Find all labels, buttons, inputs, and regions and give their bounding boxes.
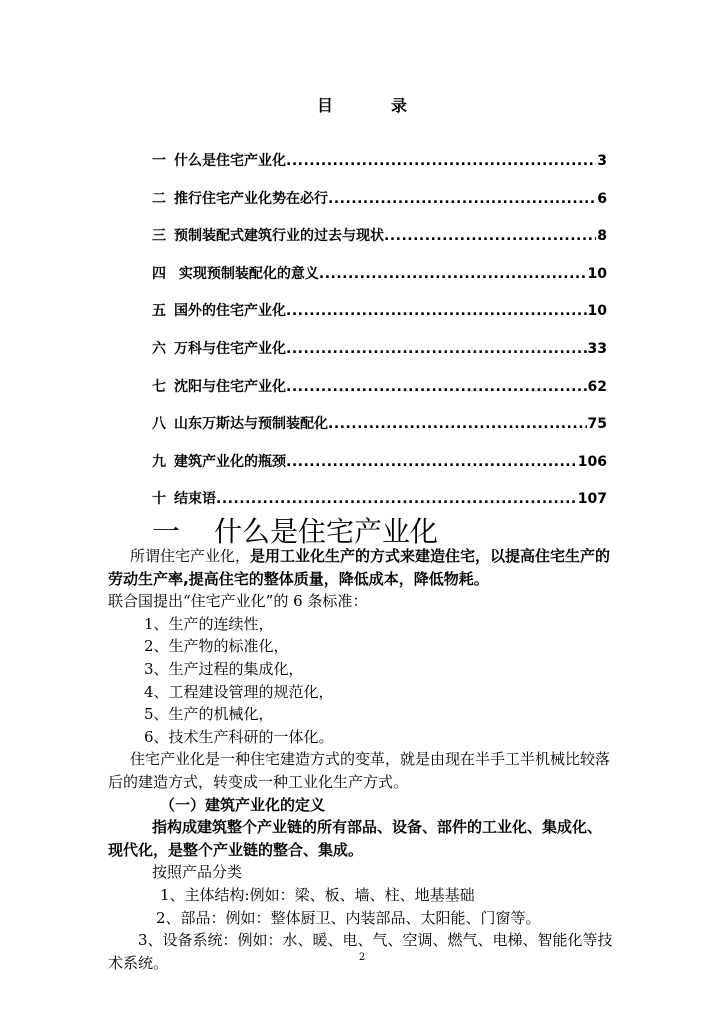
toc-entry-title: 国外的住宅产业化 xyxy=(174,303,286,320)
toc-entry-number: 五 xyxy=(152,303,166,320)
toc-entry-title: 万科与住宅产业化 xyxy=(174,340,286,357)
list-item: 6、技术生产科研的一体化。 xyxy=(144,727,334,746)
intro-plain-text: 所谓住宅产业化， xyxy=(130,547,251,565)
toc-entry-page: 106 xyxy=(577,453,607,470)
toc-leader-dots xyxy=(286,379,587,395)
toc-leader-dots xyxy=(286,153,596,169)
toc-entry-number: 八 xyxy=(152,416,166,433)
toc-entry-page: 62 xyxy=(587,378,607,395)
toc-entry-page: 107 xyxy=(577,491,607,508)
standards-intro: 联合国提出“住宅产业化”的 6 条标准： xyxy=(108,592,368,611)
toc-entry-title: 推行住宅产业化势在必行 xyxy=(174,190,328,207)
classify-label: 按照产品分类 xyxy=(152,863,243,882)
table-of-contents xyxy=(152,150,607,526)
toc-entry[interactable] xyxy=(152,413,607,451)
section-heading-number: 一 xyxy=(152,515,181,548)
change-paragraph: 住宅产业化是一种住宅建造方式的变革，就是由现在半手工半机械比较落后的建造方式，转变成一种工业化生产方式。 xyxy=(108,750,611,791)
toc-title-left: 目 xyxy=(316,96,333,115)
toc-entry-title: 预制装配式建筑行业的过去与现状 xyxy=(174,228,384,245)
toc-entry-number: 十 xyxy=(152,491,166,508)
toc-entry-number: 四 xyxy=(152,265,166,282)
toc-entry-page: 75 xyxy=(587,416,607,433)
toc-entry-page: 10 xyxy=(587,265,607,282)
toc-leader-dots xyxy=(384,228,596,244)
toc-entry-title: 结束语 xyxy=(174,491,216,508)
toc-entry-title: 沈阳与住宅产业化 xyxy=(174,378,286,395)
toc-title xyxy=(0,93,724,116)
toc-entry-number: 七 xyxy=(152,378,166,395)
standards-list xyxy=(108,613,616,749)
sub-heading: （一）建筑产业化的定义 xyxy=(160,795,326,814)
toc-entry-title: 建筑产业化的瓶颈 xyxy=(174,453,286,470)
list-item: 3、生产过程的集成化， xyxy=(144,659,304,678)
toc-entry-number: 九 xyxy=(152,453,166,470)
toc-entry-number: 一 xyxy=(152,153,166,169)
section-heading-title: 什么是住宅产业化 xyxy=(214,515,439,548)
toc-entry[interactable] xyxy=(152,338,607,376)
toc-leader-dots xyxy=(328,191,596,207)
toc-title-right: 录 xyxy=(391,96,408,115)
intro-paragraph xyxy=(108,545,616,590)
classify-item: 3、设备系统：例如：水、暖、电、气、空调、燃气、电梯、智能化等技术系统。 xyxy=(108,931,613,972)
list-item: 2、生产物的标准化， xyxy=(144,637,289,656)
list-item: 4、工程建设管理的规范化， xyxy=(144,682,334,701)
list-item: 1、生产的连续性， xyxy=(144,614,274,633)
toc-entry-number: 二 xyxy=(152,190,166,207)
toc-entry[interactable] xyxy=(152,188,607,226)
toc-entry-page: 8 xyxy=(597,228,607,245)
toc-leader-dots xyxy=(286,454,577,470)
classify-item: 1、主体结构:例如：梁、板、墙、柱、地基基础 xyxy=(160,885,475,904)
toc-entry[interactable] xyxy=(152,150,607,188)
toc-entry-page: 10 xyxy=(587,303,607,320)
toc-entry-page: 6 xyxy=(597,190,607,207)
toc-leader-dots xyxy=(286,303,587,319)
toc-entry-page: 33 xyxy=(587,340,607,357)
toc-entry-number: 六 xyxy=(152,340,166,357)
toc-leader-dots xyxy=(216,491,577,507)
list-item: 5、生产的机械化， xyxy=(144,705,274,724)
toc-entry[interactable] xyxy=(152,300,607,338)
section-heading xyxy=(152,510,438,550)
toc-leader-dots xyxy=(328,416,587,432)
toc-leader-dots xyxy=(319,266,587,282)
toc-entry-page: 3 xyxy=(597,153,607,169)
toc-entry-title: 什么是住宅产业化 xyxy=(174,153,286,169)
page-number: 2 xyxy=(358,952,366,963)
classify-item: 2、部品：例如：整体厨卫、内装部品、太阳能、门窗等。 xyxy=(156,908,541,927)
toc-entry-title: 实现预制装配化的意义 xyxy=(174,265,319,282)
toc-entry[interactable] xyxy=(152,225,607,263)
toc-entry[interactable] xyxy=(152,451,607,489)
toc-entry-number: 三 xyxy=(152,228,166,245)
definition-paragraph: 指构成建筑整个产业链的所有部品、设备、部件的工业化、集成化、现代化，是整个产业链的整合、集成。 xyxy=(108,818,603,859)
toc-entry-title: 山东万斯达与预制装配化 xyxy=(174,416,328,433)
intro-bold-text: 是用工业化生产的方式来建造住宅，以提高住宅生产的劳动生产率,提高住宅的整体质量，降低成本，降低物耗。 xyxy=(108,547,611,588)
toc-leader-dots xyxy=(286,341,587,357)
toc-entry[interactable] xyxy=(152,376,607,414)
toc-entry[interactable] xyxy=(152,263,607,301)
section-body xyxy=(108,545,616,974)
